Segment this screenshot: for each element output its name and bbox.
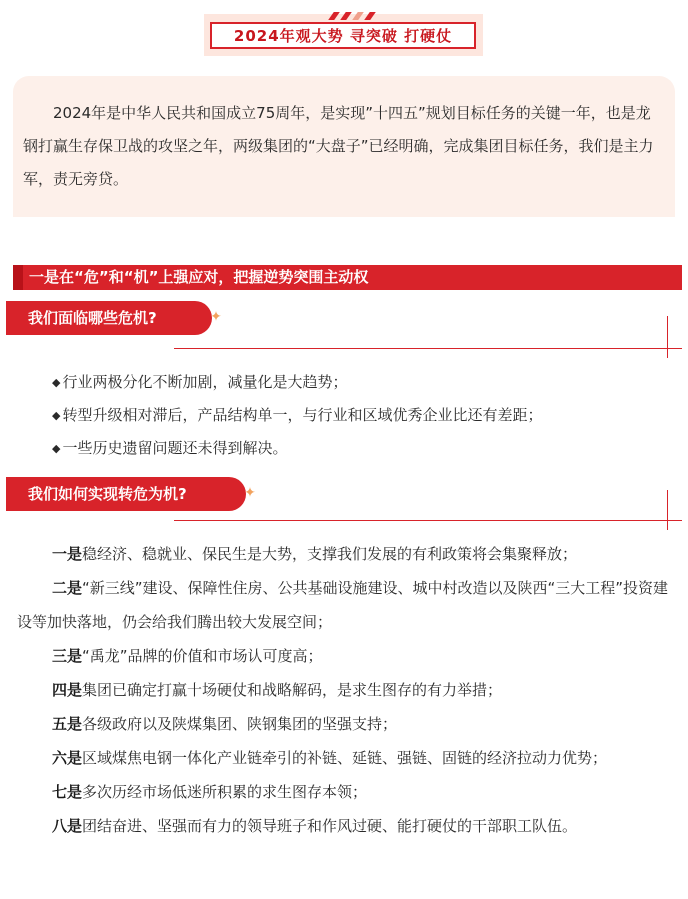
section-banner: [13, 265, 682, 290]
diamond-bullet-icon: ◆: [52, 442, 61, 455]
slash-stripes-icon: [325, 12, 375, 22]
divider-line: [174, 348, 682, 349]
diamond-bullet-icon: ◆: [52, 409, 61, 422]
divider-tick: [667, 490, 668, 530]
page-title: 2024年观大势 寻突破 打硬仗: [210, 22, 476, 49]
sub-header-opportunity: [6, 477, 256, 511]
list-item: 六是区域煤焦电钢一体化产业链牵引的补链、延链、强链、固链的经济拉动力优势；: [51, 749, 607, 767]
list-item: 三是“禹龙”品牌的价值和市场认可度高；: [51, 647, 323, 665]
list-item: ◆ 一些历史遗留问题还未得到解决。: [52, 439, 288, 457]
list-item: ◆ 行业两极分化不断加剧，减量化是大趋势；: [52, 373, 348, 391]
divider-tick: [667, 316, 668, 358]
list-item: 一是稳经济、稳就业、保民生是大势，支撑我们发展的有利政策将会集聚释放；: [51, 545, 577, 563]
sparkle-icon: ✦: [244, 485, 256, 501]
sub-header-crisis-label: 我们面临哪些危机?: [28, 309, 157, 327]
banner-wing: [13, 265, 23, 290]
list-item: 二是“新三线”建设、保障性住房、公共基础设施建设、城中村改造以及陕西“三大工程”投资建设等加快落地，仍会给我们腾出较大发展空间；: [17, 579, 669, 631]
sub-header-opportunity-label: 我们如何实现转危为机?: [28, 485, 187, 503]
crisis-list: [52, 366, 672, 465]
section-banner-label: 一是在“危”和“机”上强应对，把握逆势突围主动权: [29, 268, 369, 286]
diamond-bullet-icon: ◆: [52, 376, 61, 389]
opportunity-list: [17, 537, 677, 843]
list-item: 七是多次历经市场低迷所积累的求生图存本领；: [51, 783, 367, 801]
list-item: ◆ 转型升级相对滞后，产品结构单一，与行业和区域优秀企业比还有差距；: [52, 406, 543, 424]
list-item: 八是团结奋进、坚强而有力的领导班子和作风过硬、能打硬仗的干部职工队伍。: [51, 817, 577, 835]
intro-block: [13, 76, 675, 217]
sparkle-icon: ✦: [210, 309, 222, 325]
list-item: 五是各级政府以及陕煤集团、陕钢集团的坚强支持；: [51, 715, 397, 733]
divider-line: [174, 520, 682, 521]
sub-header-crisis: [6, 301, 222, 335]
intro-text: 2024年是中华人民共和国成立75周年，是实现”十四五”规划目标任务的关键一年，也是龙钢打赢生存保卫战的攻坚之年，两级集团的“大盘子”已经明确，完成集团目标任务，我们是主力军，责无旁贷。: [23, 104, 654, 188]
list-item: 四是集团已确定打赢十场硬仗和战略解码，是求生图存的有力举措；: [51, 681, 502, 699]
